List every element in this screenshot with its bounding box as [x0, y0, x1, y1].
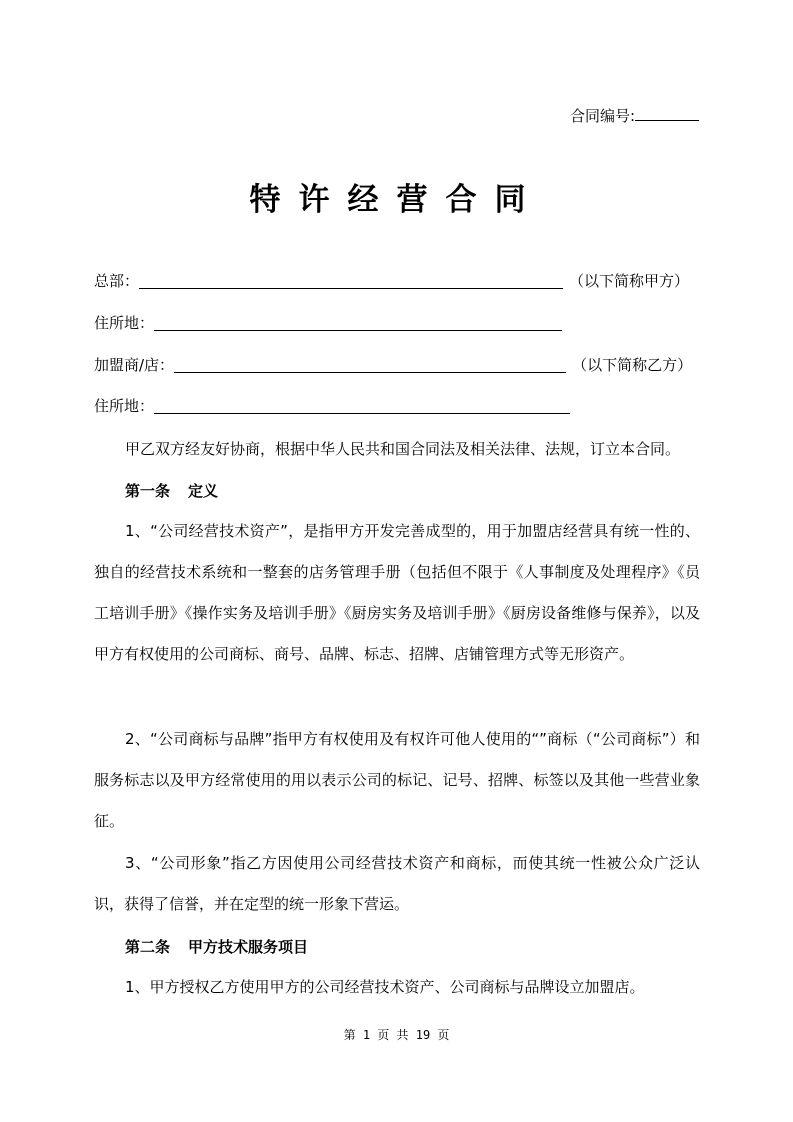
article-1-item-2: 2、“公司商标与品牌”指甲方有权使用及有权许可他人使用的“”商标（“公司商标”）和服务标志以及甲方经常使用的用以表示公司的标记、记号、招牌、标签以及其他一些营业象征。: [94, 730, 700, 830]
article-2-number: 第二条: [125, 938, 171, 956]
article-1-item-3: 3、“公司形象”指乙方因使用公司经营技术资产和商标，而使其统一性被公众广泛认识，获得了信誉，并在定型的统一形象下营运。: [94, 854, 700, 913]
article-2-item-1: 1、甲方授权乙方使用甲方的公司经营技术资产、公司商标与品牌设立加盟店。: [125, 978, 645, 996]
franchisee-address-label: 住所地：: [94, 397, 155, 415]
hq-address-blank-line[interactable]: [154, 312, 562, 331]
hq-label: 总部：: [94, 272, 140, 290]
contract-number-label: 合同编号:: [569, 107, 635, 125]
intro-paragraph: 甲乙双方经友好协商，根据中华人民共和国合同法及相关法律、法规，订立本合同。: [125, 440, 681, 458]
document-title: 特许经营合同: [249, 182, 544, 218]
franchisee-address-blank-line[interactable]: [154, 395, 570, 414]
hq-field: [94, 269, 689, 293]
article-1-heading: [125, 479, 218, 503]
franchisee-field: [94, 353, 692, 377]
hq-address-label: 住所地：: [94, 314, 155, 332]
franchisee-label: 加盟商/店：: [94, 356, 175, 374]
article-2-name: 甲方技术服务项目: [188, 938, 309, 956]
franchisee-blank-line[interactable]: [174, 354, 566, 373]
contract-number-blank[interactable]: [635, 104, 699, 121]
hq-address-field: [94, 311, 562, 335]
article-1-number: 第一条: [125, 482, 171, 500]
article-1-name: 定义: [188, 482, 219, 500]
page-footer: 第 1 页 共 19 页: [343, 1028, 450, 1042]
franchisee-address-field: [94, 394, 570, 418]
hq-suffix: （以下简称甲方）: [569, 272, 690, 290]
article-2-heading: [125, 935, 308, 959]
contract-number: [570, 104, 699, 128]
hq-blank-line[interactable]: [139, 270, 563, 289]
franchisee-suffix: （以下简称乙方）: [572, 356, 693, 374]
article-1-item-1: 1、“公司经营技术资产”，是指甲方开发完善成型的，用于加盟店经营具有统一性的、独自的经营技术系统和一整套的店务管理手册（包括但不限于《人事制度及处理程序》《员工培训手册》《操作实务及培训手册》《厨房实务及培训手册》《厨房设备维修与保养》，以及甲方有权使用的公司商标、商号、品牌、标志、招牌、店铺管理方式等无形资产。: [94, 522, 700, 663]
